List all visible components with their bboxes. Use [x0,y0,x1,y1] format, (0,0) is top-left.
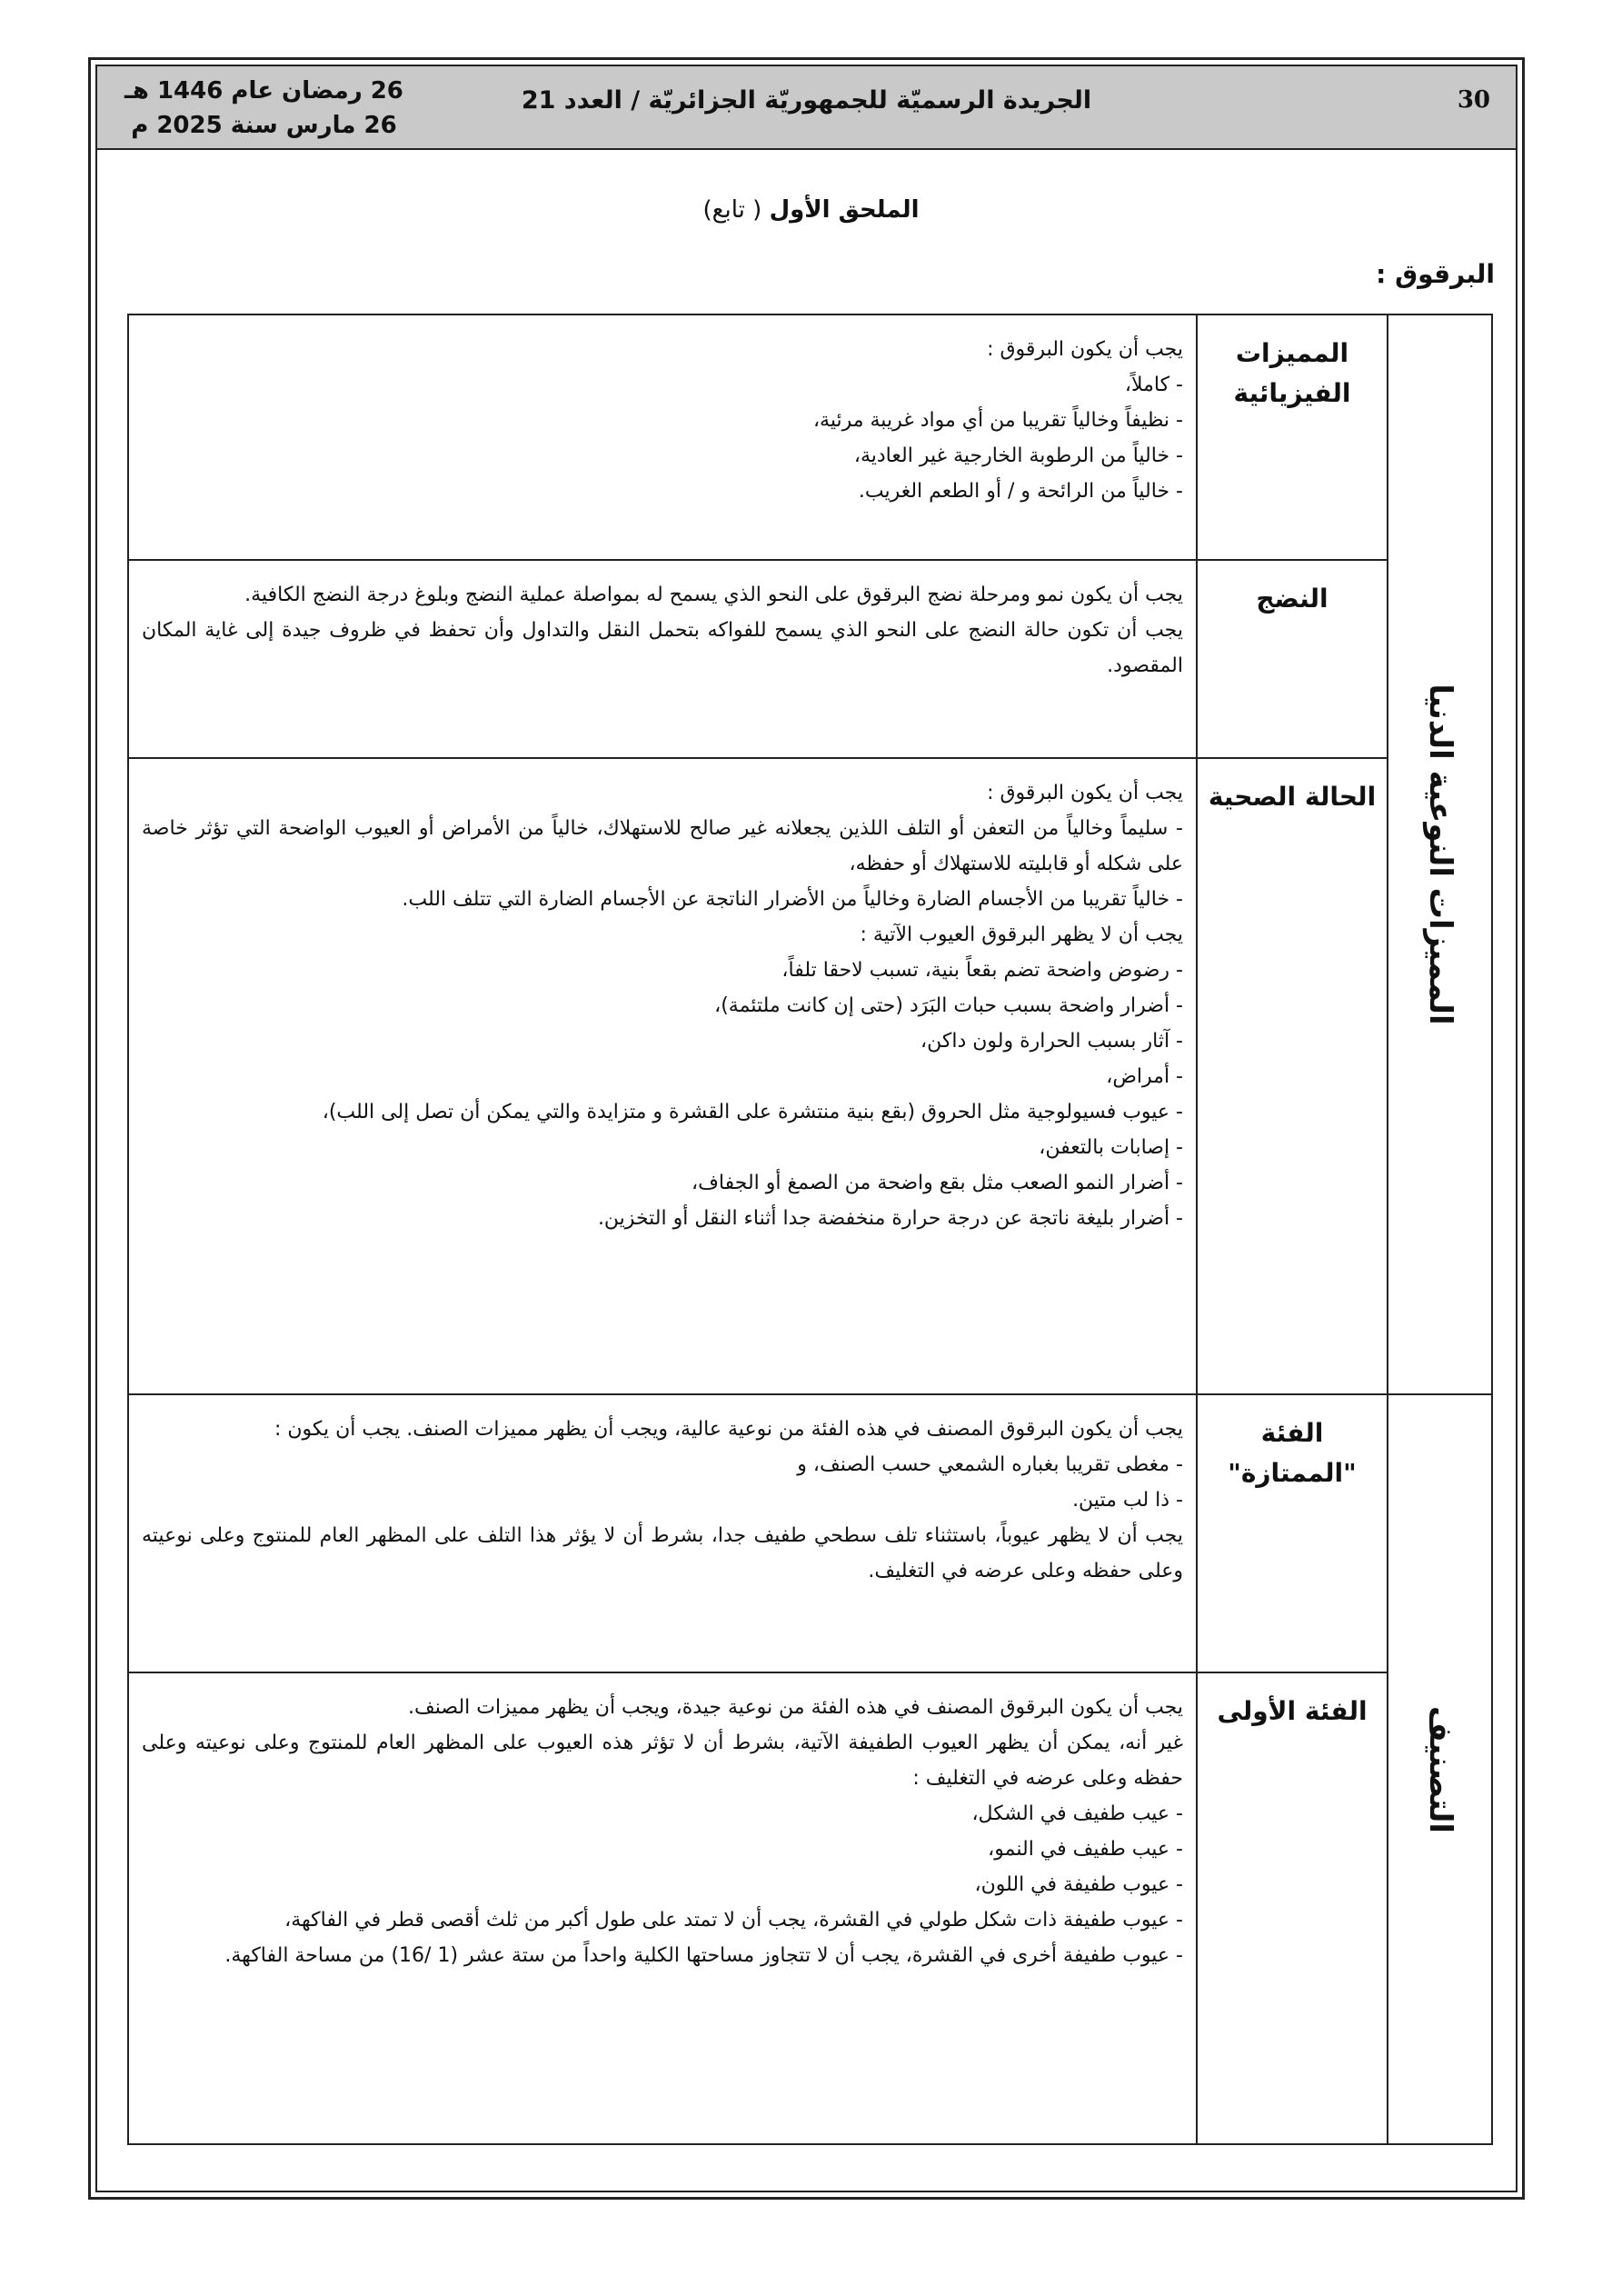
text-line: - سليماً وخالياً من التعفن أو التلف اللذين يجعلانه غير صالح للاستهلاك، خالياً من الأمراض أو العيوب الواضحة التي تؤثر خاصة على شكله أو قابليته للاستهلاك أو حفظه، [142,817,1183,875]
table-row [128,1672,1492,2144]
row-text [128,314,1197,560]
text-line: غير أنه، يمكن أن يظهر العيوب الطفيفة الآتية، بشرط أن لا تؤثر هذه العيوب على المظهر العام للمنتوج وعلى نوعيته وعلى حفظه وعلى عرضه في التغليف : [142,1732,1183,1790]
text-line: - مغطى تقريبا بغباره الشمعي حسب الصنف، و [797,1453,1183,1476]
table-row [128,1394,1492,1672]
annex-suffix: ( تابع) [702,196,762,224]
text-line: يجب أن يكون البرقوق : [987,338,1183,361]
table-row [128,758,1492,1394]
date-hijri: 26 رمضان عام 1446 هـ [124,77,403,105]
row-text [128,1394,1197,1672]
specification-table [127,314,1493,2145]
category-cell: الحالة الصحية [1197,758,1388,1394]
group-label-classification: التصنيف [1421,1705,1458,1833]
category-cell: الفئة "الممتازة" [1197,1394,1388,1672]
annex-title: الملحق الأول [769,196,920,224]
text-line: - أضرار بليغة ناتجة عن درجة حرارة منخفضة جدا أثناء النقل أو التخزين. [597,1207,1183,1230]
text-line: - ذا لب متين. [1072,1489,1183,1512]
text-line: - عيوب طفيفة أخرى في القشرة، يجب أن لا تتجاوز مساحتها الكلية واحداً من ستة عشر (1 /16) من مساحة الفاكهة. [224,1944,1183,1967]
text-line: - خالياً من الرطوبة الخارجية غير العادية، [853,444,1183,467]
gazette-title: الجريدة الرسميّة للجمهوريّة الجزائريّة / العدد 21 [521,86,1092,115]
text-line: يجب أن لا يظهر البرقوق العيوب الآتية : [860,923,1183,946]
text-line: يجب أن يكون البرقوق : [987,782,1183,804]
category-cell: الفئة الأولى [1197,1672,1388,2144]
text-line: يجب أن لا يظهر عيوباً، باستثناء تلف سطحي طفيف جدا، بشرط أن لا يؤثر هذا التلف على المظهر العام للمنتوج وعلى نوعيته وعلى حفظه وعلى عرضه في التغليف. [142,1524,1183,1582]
text-line: - إصابات بالتعفن، [1039,1136,1183,1159]
text-line: - عيوب طفيفة في اللون، [974,1873,1183,1896]
text-line: يجب أن يكون نمو ومرحلة نضج البرقوق على النحو الذي يسمح له بمواصلة عملية النضج وبلوغ درجة النضج الكافية. [244,584,1183,606]
page-number: 30 [1457,86,1490,114]
text-line: يجب أن تكون حالة النضج على النحو الذي يسمح للفواكه بتحمل النقل والتداول وأن تحفظ في ظروف جيدة إلى غاية المكان المقصود. [142,619,1183,677]
category-cell: المميزات الفيزيائية [1197,314,1388,560]
row-text [128,758,1197,1394]
table-row [128,314,1492,560]
text-line: - خالياً تقريبا من الأجسام الضارة وخالياً من الأضرار الناتجة عن الأجسام الضارة التي تتلف اللب. [402,888,1183,911]
annex-heading [0,196,1622,224]
row-text [128,1672,1197,2144]
text-line: - عيب طفيف في النمو، [988,1838,1183,1861]
date-gregorian: 26 مارس سنة 2025 م [131,112,397,139]
text-line: - آثار بسبب الحرارة ولون داكن، [920,1030,1183,1053]
group-cell-quality [1388,314,1492,1394]
text-line: - عيب طفيف في الشكل، [971,1802,1183,1825]
text-line: - كاملاً، [1124,374,1183,396]
text-line: يجب أن يكون البرقوق المصنف في هذه الفئة من نوعية جيدة، ويجب أن يظهر مميزات الصنف. [407,1696,1183,1719]
text-line: - أضرار واضحة بسبب حبات البَرَد (حتى إن كانت ملتئمة)، [714,994,1183,1017]
issue-date [124,74,403,143]
section-title: البرقوق : [1376,259,1495,289]
text-line: - أمراض، [1106,1065,1183,1088]
text-line: - عيوب طفيفة ذات شكل طولي في القشرة، يجب أن لا تمتد على طول أكبر من ثلث أقصى قطر في الفاكهة، [284,1909,1183,1932]
text-line: يجب أن يكون البرقوق المصنف في هذه الفئة من نوعية عالية، ويجب أن يظهر مميزات الصنف. يجب أن يكون : [274,1418,1183,1441]
gazette-header [97,66,1516,150]
text-line: - أضرار النمو الصعب مثل بقع واضحة من الصمغ أو الجفاف، [692,1172,1183,1194]
row-text [128,560,1197,758]
group-cell-classification [1388,1394,1492,2144]
text-line: - رضوض واضحة تضم بقعاً بنية، تسبب لاحقا تلفاً، [781,959,1183,982]
text-line: - خالياً من الرائحة و / أو الطعم الغريب. [858,480,1183,503]
group-label-quality: المميزات النوعية الدنيا [1421,684,1458,1025]
text-line: - نظيفاً وخالياً تقريبا من أي مواد غريبة مرئية، [812,409,1183,432]
text-line: - عيوب فسيولوجية مثل الحروق (بقع بنية منتشرة على القشرة و متزايدة والتي يمكن أن تصل إلى اللب)، [322,1101,1183,1123]
table-row [128,560,1492,758]
category-cell: النضج [1197,560,1388,758]
